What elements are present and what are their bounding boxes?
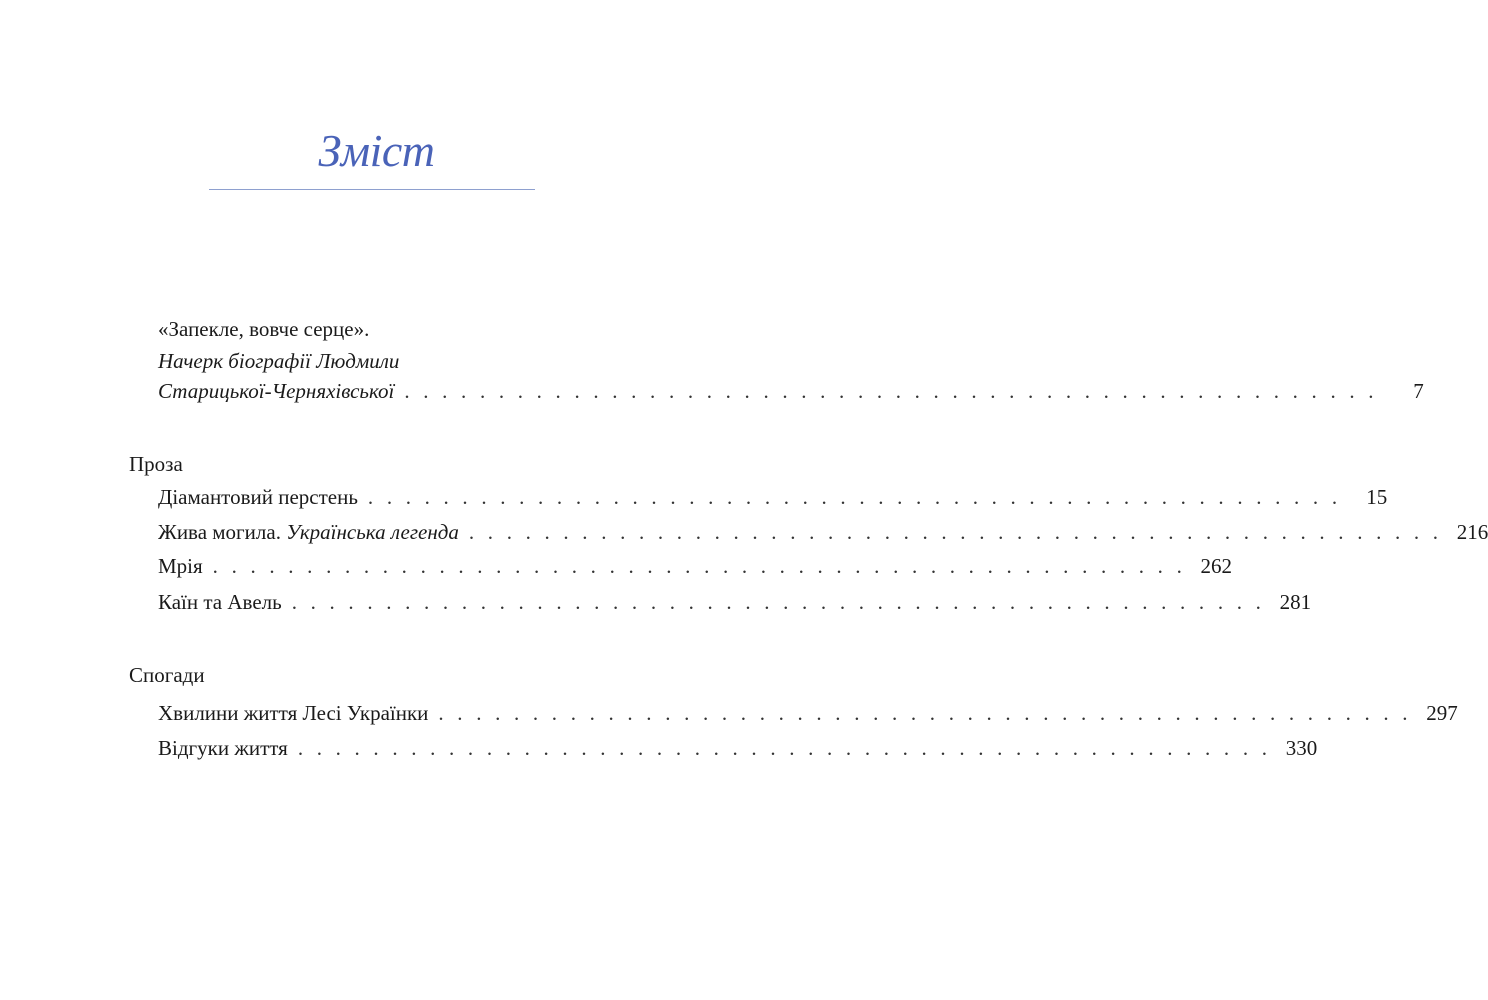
dot-leader: . . . . . . . . . . . . . . . . . . . . . . . . . . . . . . . . . . . . . . . . . . . . . . . . . . . . [468, 520, 1443, 544]
toc-entry[interactable] [158, 735, 1318, 761]
title-underline [209, 189, 535, 190]
page-title: Зміст [318, 125, 435, 176]
entry-title: Хвилини життя Лесі Українки [158, 701, 429, 725]
toc-entry[interactable] [158, 589, 1312, 615]
page-number: 281 [1279, 590, 1312, 614]
dot-leader: . . . . . . . . . . . . . . . . . . . . . . . . . . . . . . . . . . . . . . . . . . . . . . . . . . . . [291, 590, 1266, 614]
page-number: 7 [1413, 379, 1424, 403]
page-number: 262 [1200, 554, 1233, 578]
section-heading-proza: Проза [129, 452, 183, 476]
entry-subtitle: Українська легенда [286, 520, 459, 544]
dot-leader: . . . . . . . . . . . . . . . . . . . . . . . . . . . . . . . . . . . . . . . . . . . . . . . . . . . . [404, 379, 1378, 403]
entry-title: Мрія [158, 554, 203, 578]
intro-author-line: Старицької-Черняхівської [158, 379, 395, 403]
toc-entry[interactable] [158, 553, 1233, 579]
entry-title: Відгуки життя [158, 736, 288, 760]
dot-leader: . . . . . . . . . . . . . . . . . . . . . . . . . . . . . . . . . . . . . . . . . . . . . . . . . . . . [438, 701, 1412, 725]
section-heading-spohady: Спогади [129, 663, 205, 687]
page-number: 330 [1285, 736, 1318, 760]
page-number: 15 [1366, 485, 1388, 509]
page-number: 297 [1426, 701, 1458, 725]
toc-entry[interactable] [158, 700, 1458, 726]
dot-leader: . . . . . . . . . . . . . . . . . . . . . . . . . . . . . . . . . . . . . . . . . . . . . . . . . . . . [212, 554, 1187, 578]
toc-entry[interactable] [158, 519, 1488, 545]
dot-leader: . . . . . . . . . . . . . . . . . . . . . . . . . . . . . . . . . . . . . . . . . . . . . . . . . . . . [367, 485, 1342, 509]
entry-title: Діамантовий перстень [158, 485, 358, 509]
intro-subtitle-line: Начерк біографії Людмили [158, 349, 400, 373]
toc-entry-intro[interactable] [158, 378, 1424, 404]
page-number: 216 [1456, 520, 1488, 544]
intro-title-line: «Запекле, вовче серце». [158, 317, 370, 341]
entry-title: Каїн та Авель [158, 590, 282, 614]
toc-entry[interactable] [158, 484, 1388, 510]
entry-title: Жива могила. [158, 520, 281, 544]
dot-leader: . . . . . . . . . . . . . . . . . . . . . . . . . . . . . . . . . . . . . . . . . . . . . . . . . . . . [297, 736, 1272, 760]
